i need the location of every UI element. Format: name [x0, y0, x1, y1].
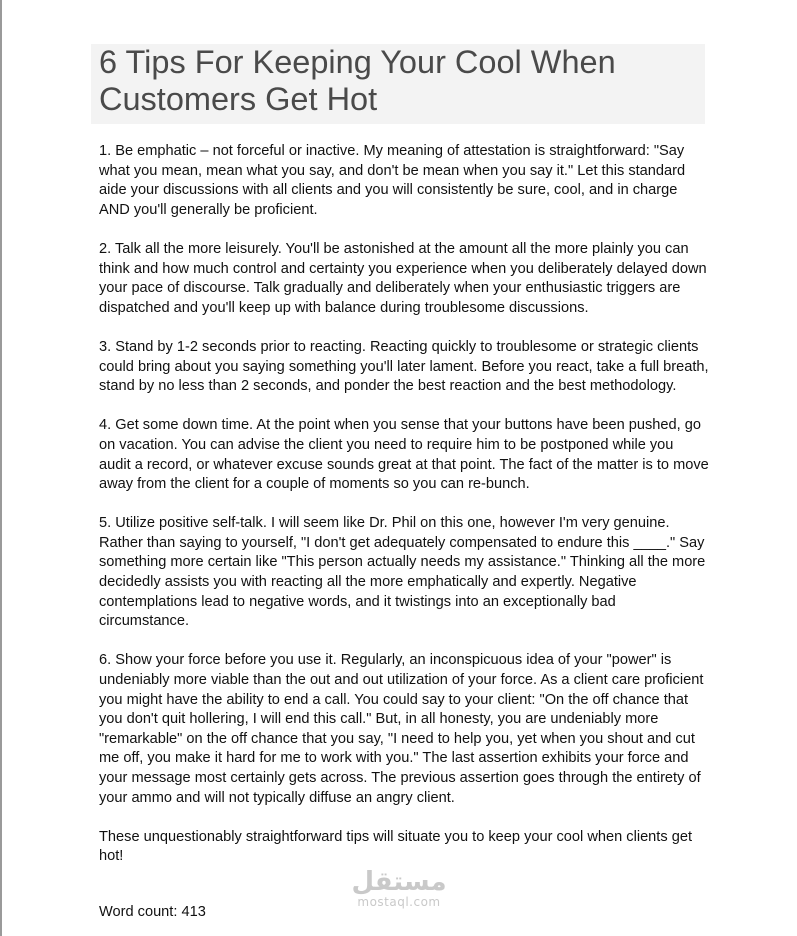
tip-paragraph-1: 1. Be emphatic – not forceful or inactive. My meaning of attestation is straightforward: "Say what you mean, mean what you say, and don't be mean when you say it." Let this standard aide your discussions with all clients and you will consistently be sure, cool, and in charge AND you'll generally be proficient. [99, 143, 686, 218]
tip-paragraph-4: 4. Get some down time. At the point when you sense that your buttons have been pushed, go on vacation. You can advise the client you need to require him to be postponed while you audit a record, or whatever excuse sounds great at that point. The fact of the matter is to move away from the client for a couple of moments so you can re-bunch. [99, 417, 709, 493]
word-count: Word count: 413 [99, 904, 206, 920]
tip-paragraph-2: 2. Talk all the more leisurely. You'll be astonished at the amount all the more plainly you can think and how much control and certainty you experience when you deliberately delayed down your pace of discourse. Talk gradually and deliberately when your enthusiastic triggers are dispatched and you'll keep up with balance during troublesome discussions. [99, 240, 707, 316]
tip-paragraph-6: 6. Show your force before you use it. Regularly, an inconspicuous idea of your "power" is undeniably more viable than the out and out utilization of your force. As a client care proficient you might have the ability to end a call. You could say to your client: "On the off chance that you don't quit hollering, I will end this call." But, in all honesty, you are undeniably more "remarkable" on the off chance that you say, "I need to help you, yet when you shout and cut me off, you make it hard for me to work with you." The last assertion exhibits your force and your message most certainly gets across. The previous assertion goes through the entirety of your ammo and will not typically diffuse an angry client. [99, 652, 704, 806]
watermark-arabic-text: مستقل [351, 867, 447, 897]
tip-paragraph-3: 3. Stand by 1-2 seconds prior to reacting. Reacting quickly to troublesome or strategic clients could bring about you saying something you'll later lament. Before you react, take a full breath, stand by no less than 2 seconds, and ponder the best reaction and the best methodology. [99, 338, 709, 395]
conclusion-paragraph: These unquestionably straightforward tips will situate you to keep your cool when clients get hot! [99, 828, 692, 865]
watermark-latin-text: mostaql.com [357, 895, 441, 909]
document-body [99, 142, 709, 887]
tip-paragraph-5: 5. Utilize positive self-talk. I will seem like Dr. Phil on this one, however I'm very genuine. Rather than saying to yourself, "I don't get adequately compensated to endure this ____." Say something more certain like "This person actually needs my assistance." Thinking all the more decidedly assists you with reacting all the more emphatically and expertly. Negative contemplations lead to negative words, and it twistings into an exceptionally bad circumstance. [99, 515, 706, 630]
mostaql-watermark [344, 868, 454, 908]
document-title: 6 Tips For Keeping Your Cool When Customers Get Hot [99, 44, 616, 117]
page-left-edge [0, 0, 2, 936]
